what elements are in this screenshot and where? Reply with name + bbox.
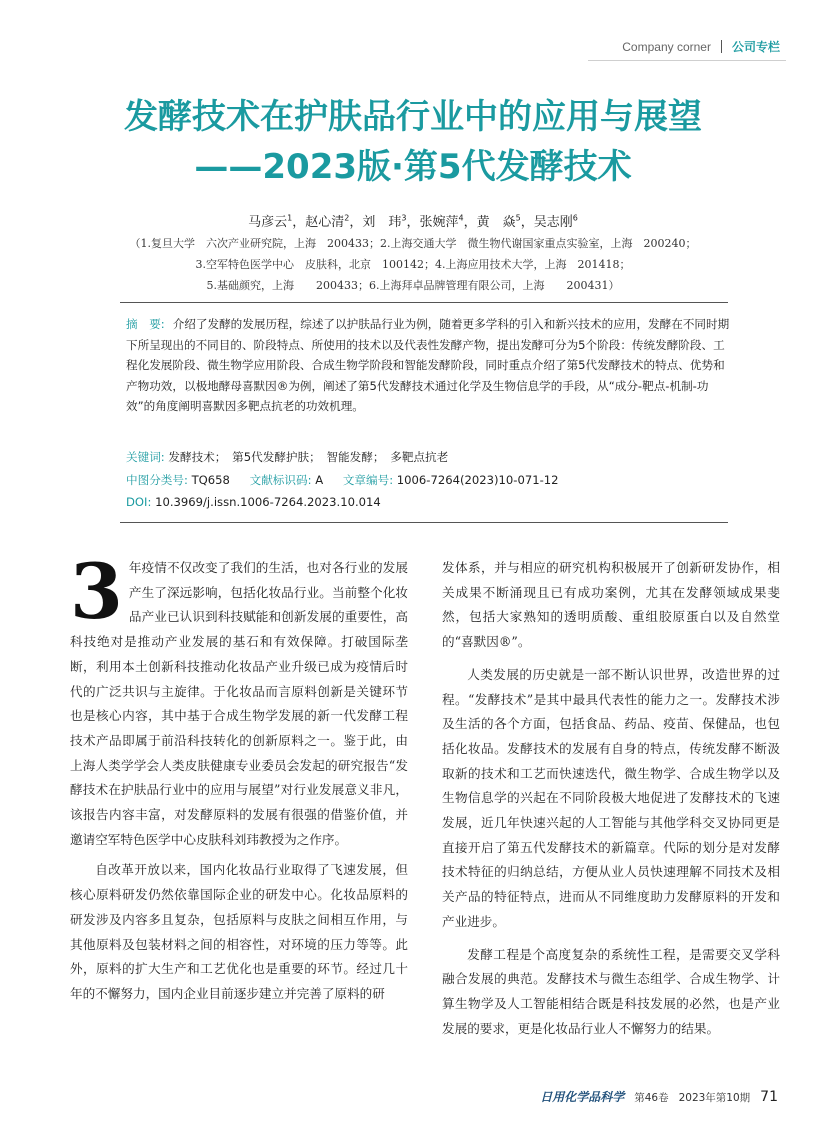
- author: [248, 215, 292, 230]
- body-paragraph: 发体系，并与相应的研究机构积极展开了创新研发协作，相关成果不断涌现且已有成功案例，尤其在发酵领域成果斐然，包括大家熟知的透明质酸、重组胶原蛋白以及自然堂的“喜默因®”。: [442, 560, 780, 650]
- affiliation-line: 3.空军特色医学中心 皮肤科，北京 100142；4.上海应用技术大学，上海 201418；: [195, 258, 631, 271]
- body-paragraph: 人类发展的历史就是一部不断认识世界，改造世界的过程。“发酵技术”是其中最具代表性的能力之一。发酵技术涉及生活的各个方面，包括食品、药品、疫苗、保健品，也包括化妆品。发酵技术的发展有自身的特点，传统发酵不断汲取新的技术和工艺而快速迭代，微生物学、合成生物学以及生物信息学的兴起在不同阶段极大地促进了发酵技术的飞速发展，近几年快速兴起的人工智能与其他学科交叉协同更是直接开启了第五代发酵技术的新篇章。代际的划分是对发酵技术特征的归纳总结，方便从业人员快速理解不同技术及相关产品的特征特点，进而从不同维度助力发酵原料的开发和产业进步。: [442, 666, 780, 929]
- author: [477, 215, 521, 230]
- author: [534, 215, 578, 230]
- author-affil-mark: 4: [458, 213, 464, 223]
- clc-value: TQ658: [191, 473, 230, 487]
- author-name: 马彦云: [248, 215, 288, 230]
- abstract-top-rule: [120, 302, 728, 303]
- keywords: [126, 449, 730, 465]
- article-title: [60, 92, 766, 192]
- section-label-zh: 公司专栏: [731, 40, 780, 54]
- author-affil-mark: 1: [287, 213, 293, 223]
- body-paragraph: 发酵工程是个高度复杂的系统性工程，是需要交叉学科融合发展的典范。发酵技术与微生态组学、合成生物学、计算生物学及人工智能相结合既是科技发展的必然，也是产业发展的要求，更是化妆品行业人不懈努力的结果。: [442, 946, 780, 1036]
- abstract-bottom-rule: [120, 522, 728, 523]
- title-line-1: 发酵技术在护肤品行业中的应用与展望: [124, 97, 702, 137]
- author-name: 黄 焱: [476, 215, 516, 230]
- affiliation-line: 5.基础颜究，上海 200433；6.上海拜卓品牌管理有限公司，上海 200431）: [206, 279, 620, 292]
- body-paragraph: [70, 547, 408, 852]
- doi-line: [126, 495, 730, 509]
- author-name: 赵心清: [305, 215, 345, 230]
- header-divider: [721, 40, 722, 53]
- clc-label: 中图分类号:: [126, 473, 188, 487]
- doi-label: DOI:: [126, 495, 152, 509]
- body-paragraph: 自改革开放以来，国内化妆品行业取得了飞速发展，但核心原料研发仍然依靠国际企业的研发中心。化妆品原料的研发涉及内容多且复杂，包括原料与皮肤之间相互作用，与其他原料及包装材料之间的相容性，对环境的压力等等。此外，原料的扩大生产和工艺优化也是重要的环节。经过几十年的不懈努力，国内企业目前逐步建立并完善了原料的研: [70, 862, 408, 1001]
- keywords-label: 关键词:: [126, 450, 165, 464]
- title-line-2: ——2023版·第5代发酵技术: [194, 147, 632, 187]
- author-affil-mark: 3: [401, 213, 407, 223]
- author-name: 吴志刚: [533, 215, 573, 230]
- doc-code-label: 文献标识码:: [249, 473, 312, 487]
- author-name: 刘 玮: [362, 215, 402, 230]
- affiliation-line: （1.复旦大学 六次产业研究院，上海 200433；2.上海交通大学 微生物代谢国家重点实验室，上海 200240；: [129, 237, 697, 250]
- author-affil-mark: 2: [344, 213, 350, 223]
- page-footer: [540, 1088, 778, 1105]
- body-column-right: [442, 556, 780, 1041]
- doc-code-value: A: [315, 473, 324, 487]
- body-column-left: [70, 547, 408, 1007]
- author-name: 张婉萍: [419, 215, 459, 230]
- section-label-en: Company corner: [622, 39, 711, 54]
- author: [305, 215, 349, 230]
- author-affil-mark: 6: [572, 213, 578, 223]
- keywords-text: 发酵技术； 第5代发酵护肤； 智能发酵； 多靶点抗老: [168, 450, 449, 464]
- paragraph-text: 年疫情不仅改变了我们的生活，也对各行业的发展产生了深远影响，包括化妆品行业。当前整个化妆品产业已认识到科技赋能和创新发展的重要性，高科技绝对是推动产业发展的基石和有效保障。打破国际垄断，利用本土创新科技推动化妆品产业升级已成为疫情后时代的广泛共识与主旋律。于化妆品而言原料创新是关键环节也是核心内容，其中基于合成生物学发展的新一代发酵工程技术产品即属于前沿科技转化的创新原料之一。鉴于此，由上海人类学学会人类皮肤健康专业委员会发起的研究报告“发酵技术在护肤品行业中的应用与展望”对行业发展意义非凡，该报告内容丰富，对发酵原料的发展有很强的借鉴价值，并邀请空军特色医学中心皮肤科刘玮教授为之作序。: [70, 560, 408, 847]
- journal-volume: 第46卷: [634, 1092, 669, 1104]
- page-number: 71: [760, 1089, 778, 1105]
- abstract-label: 摘 要:: [126, 317, 165, 331]
- doi-value: 10.3969/j.issn.1006-7264.2023.10.014: [155, 495, 381, 509]
- abstract-text: 介绍了发酵的发展历程，综述了以护肤品行业为例，随着更多学科的引入和新兴技术的应用，发酵在不同时期下所呈现出的不同目的、阶段特点、所使用的技术以及代表性发酵产物，提出发酵可分为5个阶段：传统发酵阶段、工程化发展阶段、微生物学应用阶段、合成生物学阶段和智能发酵阶段，同时重点介绍了第5代发酵技术的特点、优势和产物功效，以极地酵母喜默因®为例，阐述了第5代发酵技术通过化学及生物信息学的手段，从“成分-靶点-机制-功效”的角度阐明喜默因多靶点抗老的功效机理。: [126, 317, 730, 413]
- drop-cap: 3: [70, 547, 123, 636]
- author: [362, 215, 406, 230]
- journal-name: 日用化学品科学: [540, 1090, 625, 1104]
- author-affil-mark: 5: [515, 213, 521, 223]
- section-header: [622, 38, 780, 55]
- article-number-label: 文章编号:: [342, 473, 394, 487]
- header-rule: [588, 60, 786, 61]
- article-number-value: 1006-7264(2023)10-071-12: [396, 473, 559, 487]
- abstract: [126, 314, 730, 417]
- author-list: 马彦云$^1$，赵心清$^2$，刘 玮$^3$，张婉萍$^4$，黄 焱$^5$，吴志刚$^6$: [248, 213, 578, 230]
- classification-line: [126, 472, 730, 488]
- journal-issue: 2023年第10期: [678, 1092, 751, 1104]
- author: [420, 215, 464, 230]
- affiliations: [60, 233, 766, 296]
